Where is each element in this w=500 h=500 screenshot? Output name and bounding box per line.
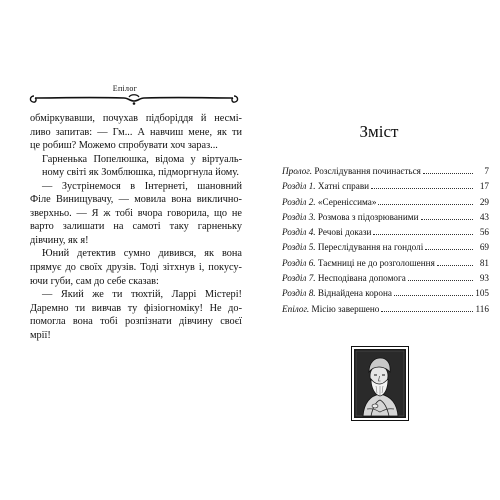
dot-leader (394, 295, 473, 296)
toc-entry[interactable] (282, 273, 489, 288)
dot-leader (437, 265, 473, 266)
toc-title-text: Розслідування починається (312, 166, 421, 176)
text-line: ливо запитав: — Гм... А навчиш мене, як ти (30, 126, 242, 138)
right-page (258, 0, 500, 500)
paragraph-4 (30, 247, 242, 288)
text-line: зверхньо. — Я ж тобі вчора говорила, що не (30, 207, 242, 219)
toc-title-text: Переслідування на гондолі (315, 242, 424, 253)
toc-prefix: Розділ 4. (282, 227, 316, 238)
toc-prefix: Розділ 3. (282, 211, 316, 222)
toc-prefix: Пролог. (282, 166, 313, 176)
portrait-illustration (351, 346, 409, 421)
text-line: — Який же ти тюхтій, Ларрі Містері! (42, 289, 242, 301)
text-line: Гарненька Попелюшка, відома у віртуаль- (42, 153, 242, 165)
ornament-divider (28, 92, 240, 106)
toc-prefix: Розділ 8. (282, 288, 316, 299)
text-line: помогла вона тобі розпізнати дівчину своєї (30, 316, 242, 328)
page-number: 81 (479, 257, 489, 268)
page-number: 29 (479, 196, 489, 207)
toc-title-text: Несподівана допомога (315, 273, 406, 284)
page-number: 69 (479, 242, 489, 253)
toc-entry[interactable] (282, 197, 489, 212)
chapter-body-text (30, 112, 242, 342)
page-number: 7 (484, 166, 489, 176)
dot-leader (371, 188, 473, 189)
dot-leader (381, 311, 473, 312)
page-number: 17 (479, 181, 489, 192)
text-line: Даремно ти вивчав ту фізіогноміку! Не до- (30, 302, 242, 314)
toc-prefix: Розділ 7. (282, 273, 316, 284)
text-line: — Зустрінемося в Інтернеті, шановний (42, 180, 242, 192)
page-number: 56 (479, 227, 489, 238)
toc-prefix: Розділ 2. (282, 196, 316, 207)
text-line: Філе Винищувачу, — мовила вона виклично- (30, 194, 242, 206)
text-line: мрії! (30, 329, 51, 341)
toc-title-text: Таємниці не до розголошення (315, 257, 435, 268)
toc-title: Зміст (359, 122, 399, 141)
toc-entry[interactable] (282, 181, 489, 196)
text-line: прямує до своїх друзів. Тоді зітхнув і, покусу- (30, 262, 242, 274)
toc-title-text: «Сереніссима» (315, 196, 377, 207)
toc-prefix: Розділ 5. (282, 242, 316, 253)
dot-leader (378, 204, 473, 205)
toc-entry[interactable] (282, 258, 489, 273)
dot-leader (425, 249, 473, 250)
paragraph-3 (30, 180, 242, 248)
text-line: варто залишати на самоті таку гарненьку (30, 221, 242, 233)
dot-leader (423, 173, 473, 174)
text-line: Юний детектив сумно дивився, як вона (42, 248, 242, 260)
toc-entry[interactable] (282, 288, 489, 303)
page-number: 43 (479, 211, 489, 222)
toc-title-text: Хатні справи (315, 181, 370, 192)
toc-entry[interactable] (282, 242, 489, 257)
text-line: обміркувавши, почухав підборіддя й несмі- (30, 113, 242, 124)
paragraph-5 (30, 288, 242, 342)
toc-prefix: Розділ 1. (282, 181, 316, 192)
toc-title-text: Місію завершено (309, 303, 380, 314)
page-number: 93 (479, 273, 489, 284)
toc-prefix: Розділ 6. (282, 257, 316, 268)
running-head: Епілог (112, 84, 138, 93)
dot-leader (408, 280, 473, 281)
table-of-contents (282, 166, 489, 319)
text-line: дівчину, як я! (30, 234, 89, 246)
page-number: 116 (475, 303, 489, 314)
paragraph-2 (30, 153, 242, 180)
toc-entry[interactable] (282, 227, 489, 242)
toc-prefix: Епілог. (282, 303, 310, 314)
toc-entry[interactable] (282, 212, 489, 227)
text-line: ному світі як Зомблюшка, підморгнула йому. (42, 167, 239, 179)
toc-entry[interactable] (282, 166, 489, 181)
text-line: це робиш? Можемо спробувати хоч зараз... (30, 140, 218, 152)
toc-entry[interactable] (282, 304, 489, 319)
text-line: ючи губи, сам до себе сказав: (30, 275, 159, 287)
dot-leader (421, 219, 474, 220)
toc-title-text: Віднайдена корона (315, 288, 392, 299)
dot-leader (373, 234, 473, 235)
toc-title-text: Речові докази (315, 227, 372, 238)
toc-title-text: Розмова з підозрюваними (315, 211, 419, 222)
page-number: 105 (475, 288, 489, 299)
paragraph-1 (30, 112, 242, 153)
